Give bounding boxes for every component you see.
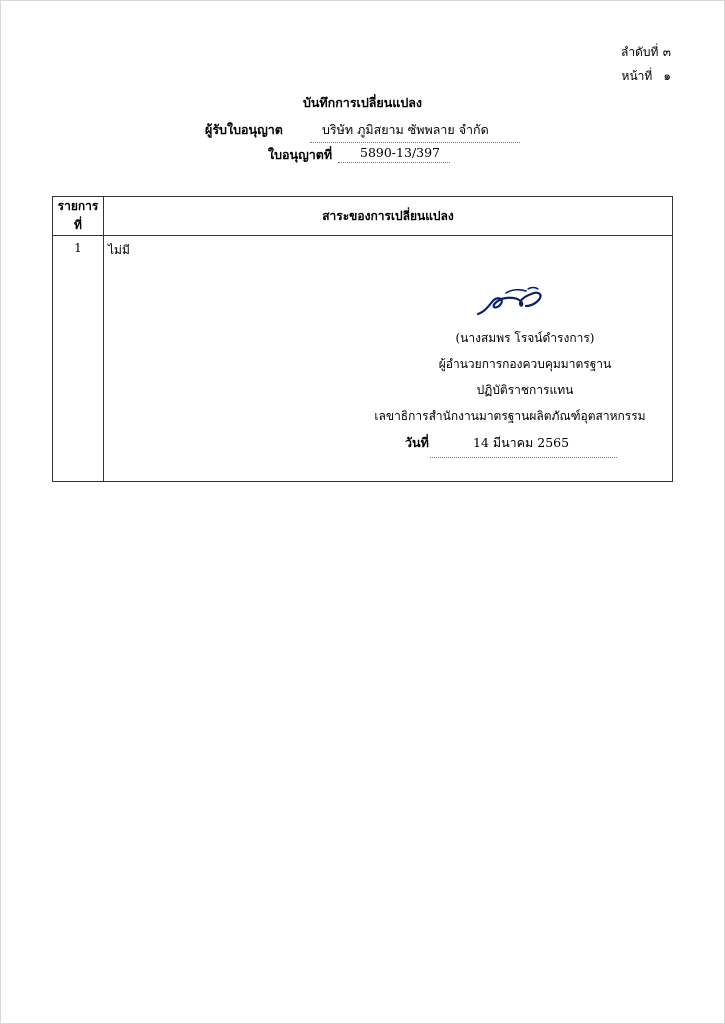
license-number-value: 5890-13/397 [338,145,450,163]
page-number [622,68,671,84]
sequence-value: ๓ [662,45,671,59]
signatory-acting: ปฏิบัติราชการแทน [476,383,574,397]
date-label: วันที่ [405,435,429,450]
signatory-name: (นางสมพร โรจน์ดำรงการ) [455,331,595,345]
handwritten-signature [476,285,546,319]
row-change-content: ไม่มี [104,236,673,482]
sequence-number [621,44,671,60]
sequence-label: ลำดับที่ [620,45,659,59]
page-label: หน้าที่ [621,69,653,83]
signatory-position: ผู้อำนวยการกองควบคุมมาตรฐาน [438,357,612,371]
header-change-summary: สาระของการเปลี่ยนแปลง [104,197,673,236]
licensee-value: บริษัท ภูมิสยาม ซัพพลาย จำกัด [310,120,520,143]
signatory-office: เลขาธิการสำนักงานมาตรฐานผลิตภัณฑ์อุตสาหกรรม [374,409,646,423]
page-value: ๑ [663,69,671,83]
date-value: 14 มีนาคม 2565 [430,433,617,458]
row-item-no: 1 [53,236,104,482]
license-number-label: ใบอนุญาตที่ [268,147,333,162]
table-header-row [53,197,673,236]
header-item-no: รายการที่ [53,197,104,236]
document-title: บันทึกการเปลี่ยนแปลง [302,95,423,110]
licensee-label: ผู้รับใบอนุญาต [205,122,283,137]
